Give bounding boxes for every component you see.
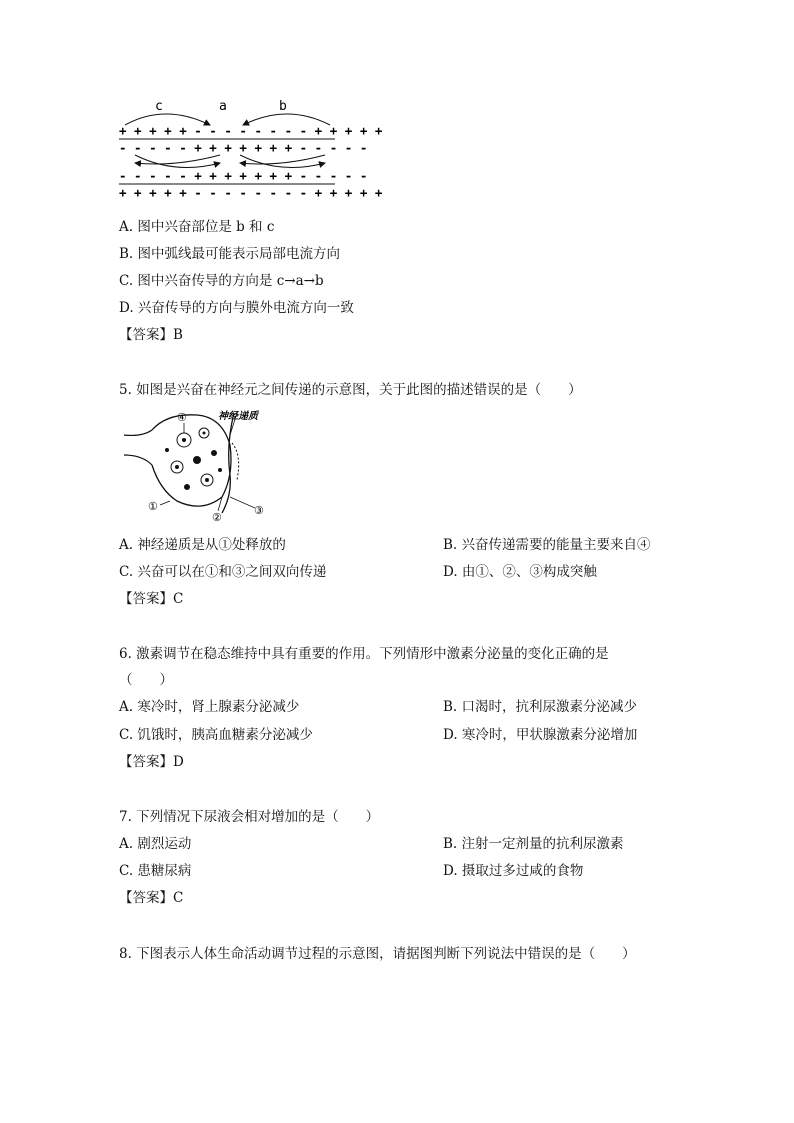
q7-option-d: D. 摄取过多过咸的食物 xyxy=(443,863,584,879)
q5-option-a: A. 神经递质是从①处释放的 xyxy=(119,537,286,553)
label-c: c xyxy=(155,99,163,114)
q6-option-d: D. 寒冷时，甲状腺激素分泌增加 xyxy=(443,727,638,743)
q6-stem: 6. 激素调节在稳态维持中具有重要的作用。下列情形中激素分泌量的变化正确的是 xyxy=(119,646,609,662)
q4-option-a: A. 图中兴奋部位是 b 和 c xyxy=(119,219,275,235)
label-transmitter: 神经递质 xyxy=(218,411,258,422)
q7-stem: 7. 下列情况下尿液会相对增加的是（ ） xyxy=(119,809,380,825)
row-2: - - - - - + + + + + + + - - - - - xyxy=(119,140,368,155)
row-1: + + + + + - - - - - - - - + + + + + xyxy=(119,123,383,138)
q8-stem: 8. 下图表示人体生命活动调节过程的示意图，请据图判断下列说法中错误的是（ ） xyxy=(119,946,636,962)
q4-option-d: D. 兴奋传导的方向与膜外电流方向一致 xyxy=(119,300,354,316)
q5-option-b: B. 兴奋传递需要的能量主要来自④ xyxy=(443,537,651,553)
q7-option-b: B. 注射一定剂量的抗利尿激素 xyxy=(443,836,624,852)
q7-option-c: C. 患糖尿病 xyxy=(119,863,192,879)
row-4: + + + + + - - - - - - - - + + + + + xyxy=(119,185,383,200)
q4-option-b: B. 图中弧线最可能表示局部电流方向 xyxy=(119,246,341,262)
label-2: ② xyxy=(212,511,222,524)
q4-answer: 【答案】B xyxy=(119,327,183,343)
q6-option-c: C. 饥饿时，胰高血糖素分泌减少 xyxy=(119,727,313,743)
q5-option-d: D. 由①、②、③构成突触 xyxy=(443,564,597,580)
q5-answer: 【答案】C xyxy=(119,591,184,607)
q6-option-b: B. 口渴时，抗利尿激素分泌减少 xyxy=(443,699,638,715)
q6-option-a: A. 寒冷时，肾上腺素分泌减少 xyxy=(119,699,300,715)
q5-option-c: C. 兴奋可以在①和③之间双向传递 xyxy=(119,564,327,580)
q7-option-a: A. 剧烈运动 xyxy=(119,836,192,852)
label-4: ④ xyxy=(177,411,187,424)
synapse-figure xyxy=(122,405,272,523)
row-3: - - - - - + + + + + + + - - - - - xyxy=(119,168,368,183)
q5-stem: 5. 如图是兴奋在神经元之间传递的示意图，关于此图的描述错误的是（ ） xyxy=(119,382,582,398)
q4-option-c: C. 图中兴奋传导的方向是 c→a→b xyxy=(119,273,324,289)
label-3: ③ xyxy=(254,504,264,517)
label-a: a xyxy=(219,99,227,114)
q6-stem-2: （ ） xyxy=(119,672,173,688)
label-1: ① xyxy=(148,500,158,513)
membrane-potential-figure xyxy=(115,95,383,205)
q6-answer: 【答案】D xyxy=(119,754,184,770)
q7-answer: 【答案】C xyxy=(119,890,184,906)
label-b: b xyxy=(279,99,287,114)
